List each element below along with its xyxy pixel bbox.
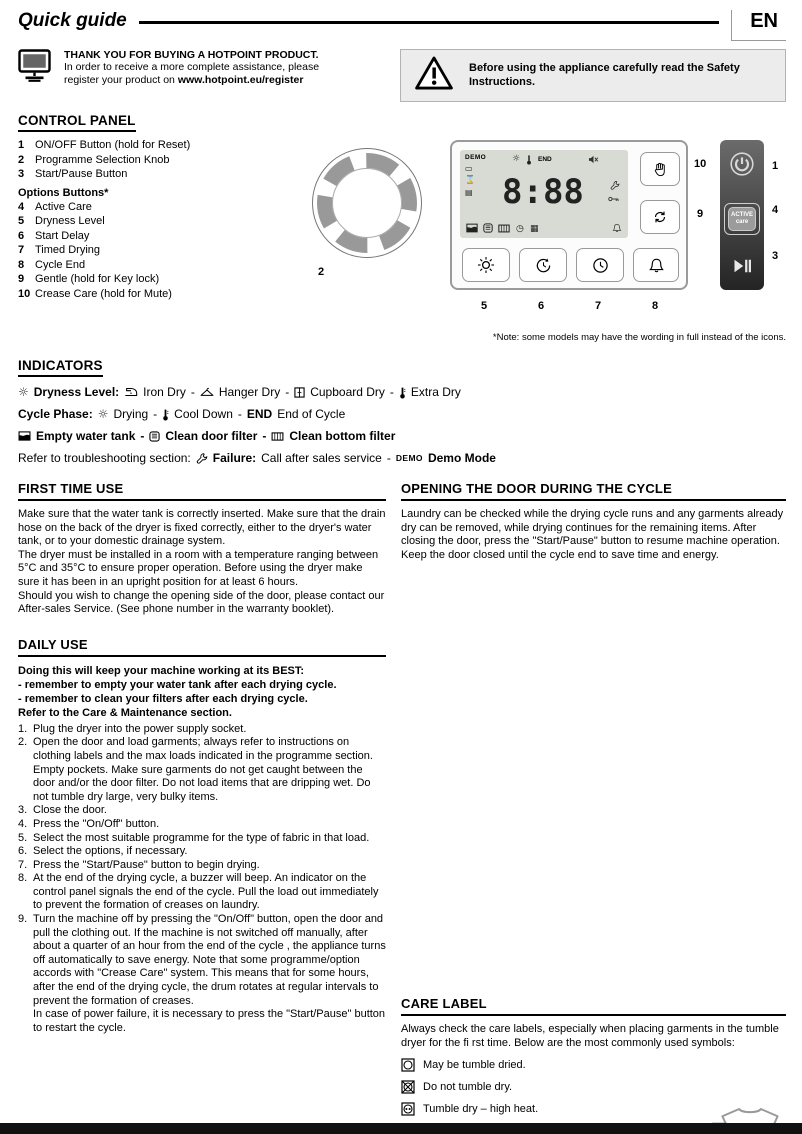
legend-num: 2: [18, 153, 25, 166]
separator: -: [262, 429, 267, 443]
legend-num: 5: [18, 215, 25, 227]
legend-item: [18, 243, 290, 258]
legend-num: 1: [18, 139, 25, 151]
end-label: END: [246, 407, 273, 421]
end-text: End of Cycle: [277, 407, 346, 421]
demo-label: DEMO: [395, 453, 423, 463]
care-label-section: [401, 996, 786, 1134]
empty-water-tank-icon: [18, 431, 31, 441]
grid-icon: ▦: [530, 224, 539, 234]
step-text: Press the "On/Off" button.: [33, 817, 160, 830]
legend-label: Cycle End: [35, 258, 86, 271]
separator: -: [237, 407, 242, 421]
cool-down-text: Cool Down: [174, 407, 233, 421]
failure-text: Call after sales service: [261, 451, 382, 465]
legend-item: [18, 167, 290, 182]
legend-num: 8: [18, 258, 25, 271]
button-number-4: 4: [772, 204, 779, 216]
separator: -: [386, 451, 391, 465]
door-segment-icon: ▭: [465, 164, 473, 173]
cool-down-thermometer-icon: [526, 154, 532, 165]
options-buttons-title: Options Buttons*: [18, 186, 109, 199]
legend-item: [18, 138, 290, 153]
legend-item: [18, 272, 290, 287]
hanger-dry-icon: [200, 387, 214, 397]
water-tank-icon: [466, 223, 478, 233]
hourglass-icon: ⌛: [465, 175, 475, 184]
daily-use-heading: DAILY USE: [18, 637, 386, 657]
demo-mode-text: Demo Mode: [427, 451, 496, 465]
indicators-heading: INDICATORS: [18, 358, 103, 377]
dryness-item: Cupboard Dry: [310, 385, 385, 399]
care-symbol-row: [401, 1058, 786, 1072]
daily-use-step: [18, 832, 386, 846]
safety-notice-box: [400, 49, 786, 102]
troubleshooting-prefix: Refer to troubleshooting section:: [18, 451, 191, 465]
rotate-arrows-icon: [652, 209, 668, 225]
dryness-level-button: [462, 248, 510, 282]
separator: -: [389, 385, 394, 399]
first-time-use-heading: FIRST TIME USE: [18, 481, 386, 501]
end-of-cycle-label: END: [538, 156, 552, 163]
step-text: Open the door and load garments; always refer to instructions on clothing labels and the max loads indicated in the programme section. Empty pockets. Make sure garments do not get caught between the door and/or the door filter. Do not load items that are dripping wet. Do not tumble dry large, very bulky items.: [33, 736, 373, 803]
separator: -: [285, 385, 290, 399]
tumble-dry-allowed-icon: [401, 1058, 415, 1072]
legend-item: [18, 200, 290, 215]
button-number-6: 6: [538, 300, 545, 312]
step-number: 3.: [18, 804, 28, 817]
first-time-use-section: [18, 481, 386, 617]
sun-icon: [477, 256, 495, 274]
control-panel-diagram: [290, 138, 786, 320]
legend-num: 3: [18, 168, 25, 180]
right-column: [401, 481, 786, 1116]
knob-number: 2: [318, 266, 325, 278]
daily-use-step: [18, 804, 386, 818]
timed-drying-button: [576, 248, 624, 282]
daily-use-step: [18, 859, 386, 873]
do-not-tumble-dry-icon: [401, 1080, 415, 1094]
legend-label: Dryness Level: [35, 215, 105, 227]
step-number: 2.: [18, 736, 28, 749]
thanks-body-text: In order to receive a more complete assistance, please register your product on: [64, 61, 320, 86]
left-column: [18, 481, 386, 1035]
failure-label: Failure:: [212, 451, 257, 465]
legend-label: Active Care: [35, 200, 92, 213]
drying-text: Drying: [113, 407, 149, 421]
daily-use-step: [18, 818, 386, 832]
legend-label: Start Delay: [35, 229, 90, 242]
body-columns: [18, 481, 786, 1116]
paragraph: The dryer must be installed in a room with a temperature ranging between 5°C and 35°C to ensure proper operation. Before using the dryer make sure it has been in an upright position for at least 6 hours.: [18, 548, 379, 588]
bell-icon: [648, 257, 665, 274]
tumble-dry-high-heat-icon: [401, 1102, 415, 1116]
legend-num: 4: [18, 200, 25, 213]
clean-bottom-filter-text: Clean bottom filter: [289, 429, 396, 443]
lines-segment-icon: ▤: [465, 188, 473, 197]
step-number: [18, 1008, 33, 1035]
daily-use-section: [18, 637, 386, 1036]
cupboard-dry-icon: [294, 387, 305, 398]
step-text: Select the options, if necessary.: [33, 845, 188, 858]
legend-item: [18, 287, 290, 302]
legend-label: Crease Care (hold for Mute): [35, 287, 172, 300]
dryness-level-label: Dryness Level:: [33, 385, 120, 399]
indicators-section: [18, 357, 786, 465]
care-label-body: [401, 1023, 786, 1134]
care-label-intro: Always check the care labels, especially when placing garments in the tumble dryer for the fi rst time. Below are the most commonly used symbols:: [401, 1023, 779, 1049]
button-number-10: 10: [694, 158, 707, 170]
care-symbol-text: May be tumble dried.: [423, 1059, 526, 1072]
care-symbol-row: [401, 1080, 786, 1094]
daily-use-step: [18, 845, 386, 859]
step-number: 9.: [18, 913, 28, 926]
computer-icon: [18, 49, 54, 102]
daily-use-step: [18, 736, 386, 804]
step-number: 6.: [18, 845, 28, 858]
active-care-button: [724, 203, 760, 235]
step-text: Turn the machine off by pressing the "On/Off" button, open the door and pull the clothing out. If the machine is not switched off manually, after about a quarter of an hour from the end of the cycle , the appliance turns off automatically to save energy. Note that some programme/option accords with "Crease Care" system. This means that for some hours, after the end of the drying cycle, the drum rotates at regular intervals to prevent the formation of creases.: [33, 913, 386, 1007]
safety-warning-text: Before using the appliance carefully read the Safety Instructions.: [469, 62, 740, 88]
register-block: [18, 49, 378, 102]
legend-item: [18, 153, 290, 168]
clock-icon: [592, 257, 609, 274]
mute-icon: [588, 155, 599, 164]
step-text: Press the "Start/Pause" button to begin drying.: [33, 858, 260, 871]
paragraph: Make sure that the water tank is correctly inserted. Make sure that the drain hose on the back of the dryer is fixed correctly, either to the dryer's water tank, or to your domestic drainage system.: [18, 508, 386, 548]
legend-label: Gentle (hold for Key lock): [35, 273, 160, 285]
step-text: Plug the dryer into the power supply socket.: [33, 722, 247, 735]
page-header: [18, 10, 786, 41]
demo-mode-label: DEMO: [465, 154, 487, 161]
language-badge: EN: [731, 10, 786, 41]
lcd-display: [460, 150, 628, 238]
time-display: 8:88: [502, 172, 584, 212]
step-number: 7.: [18, 858, 28, 871]
button-number-7: 7: [595, 300, 602, 312]
legend-num: 9: [18, 273, 25, 285]
legend-label: Timed Drying: [35, 244, 100, 256]
legend-label: Start/Pause Button: [35, 168, 128, 180]
dryness-item: Hanger Dry: [218, 385, 281, 399]
step-text: Close the door.: [33, 804, 107, 817]
programme-selection-knob: [312, 148, 422, 258]
paragraph: Should you wish to change the opening side of the door, please contact our After-sales Service. (See phone number in the warranty booklet).: [18, 589, 385, 616]
extra-dry-icon: [399, 386, 406, 399]
thanks-title: THANK YOU FOR BUYING A HOTPOINT PRODUCT.: [64, 49, 319, 61]
separator: -: [153, 407, 158, 421]
failure-wrench-icon: [610, 180, 620, 190]
button-number-5: 5: [481, 300, 488, 312]
iron-dry-icon: [124, 387, 138, 397]
legend-label: ON/OFF Button (hold for Reset): [35, 139, 191, 151]
dryness-sun-icon: ☼: [18, 385, 29, 399]
daily-use-best-item: - remember to empty your water tank after each drying cycle.: [18, 678, 337, 691]
door-filter-icon: [483, 223, 493, 233]
clean-bottom-filter-icon: [271, 432, 284, 441]
daily-use-best-title: Doing this will keep your machine working at its BEST:: [18, 664, 305, 677]
button-number-8: 8: [652, 300, 659, 312]
daily-use-step: [18, 723, 386, 737]
header-rule: [139, 21, 719, 24]
legend-num: 10: [18, 287, 31, 300]
step-number: 1.: [18, 722, 28, 735]
knob-ring: [317, 153, 417, 253]
legend-label: Programme Selection Knob: [35, 153, 170, 166]
daily-use-footer: [18, 1008, 386, 1035]
step-text: At the end of the drying cycle, a buzzer will beep. An indicator on the control panel signals the end of the cycle. Pull the load out immediately to prevent the formation of creases on laundry.: [33, 872, 379, 912]
gentle-button: [640, 152, 680, 186]
care-label-heading: CARE LABEL: [401, 996, 786, 1016]
drying-sun-icon: ☼: [512, 154, 521, 164]
opening-door-section: [401, 481, 786, 562]
knob-core: [332, 168, 402, 238]
troubleshooting-row: [18, 451, 786, 465]
control-panel-heading: CONTROL PANEL: [18, 113, 136, 132]
delay-clock-arrow-icon: [535, 257, 552, 274]
register-text: [64, 49, 354, 102]
button-number-3: 3: [772, 250, 779, 262]
daily-use-step: [18, 913, 386, 1008]
step-text: In case of power failure, it is necessary to press the "Start/Pause" button to restart the cycle.: [33, 1008, 386, 1034]
warning-triangle-icon: [415, 56, 453, 95]
dryness-indicators-row: [18, 385, 786, 399]
register-url-link[interactable]: www.hotpoint.eu/register: [177, 74, 304, 86]
legend-num: 6: [18, 229, 25, 242]
active-care-line2: care: [735, 219, 749, 225]
bottom-filter-icon: [498, 224, 510, 233]
display-panel-frame: [450, 140, 688, 290]
clean-door-filter-icon: [149, 431, 160, 442]
daily-use-step: [18, 872, 386, 913]
step-number: 8.: [18, 872, 28, 885]
cycle-phase-row: [18, 407, 786, 421]
control-panel-legend: [18, 138, 290, 320]
crease-care-button: [640, 200, 680, 234]
gentle-hand-icon: [652, 161, 669, 178]
cool-down-icon: [162, 408, 169, 421]
clean-door-filter-text: Clean door filter: [165, 429, 258, 443]
opening-door-heading: OPENING THE DOOR DURING THE CYCLE: [401, 481, 786, 501]
legend-item: [18, 229, 290, 244]
power-button: [730, 152, 754, 181]
step-number: 5.: [18, 831, 28, 844]
maintenance-row: [18, 429, 786, 443]
page-title: Quick guide: [18, 10, 127, 31]
drying-icon: ☼: [97, 407, 109, 421]
timer-clock-icon: ◷: [516, 224, 524, 234]
step-text: Select the most suitable programme for the type of fabric in that load.: [33, 831, 370, 844]
dryness-item: Extra Dry: [410, 385, 461, 399]
cycle-phase-label: Cycle Phase:: [18, 407, 93, 421]
start-pause-button: [732, 257, 752, 280]
daily-use-best-item: - remember to clean your filters after each drying cycle.: [18, 692, 308, 705]
intro-row: [18, 49, 786, 102]
paragraph: Keep the door closed until the cycle end to save time and energy.: [401, 548, 719, 561]
separator: -: [190, 385, 195, 399]
active-care-line1: ACTIVE: [730, 212, 753, 219]
start-delay-button: [519, 248, 567, 282]
separator: -: [140, 429, 145, 443]
care-symbol-text: Tumble dry – high heat.: [423, 1103, 539, 1116]
legend-item: [18, 214, 290, 229]
cycle-end-button: [633, 248, 679, 282]
empty-water-tank-text: Empty water tank: [36, 429, 136, 443]
legend-num: 7: [18, 244, 25, 256]
failure-icon: [196, 452, 208, 464]
control-panel-body: [18, 138, 786, 320]
daily-use-refer: Refer to the Care & Maintenance section.: [18, 706, 232, 719]
legend-item: [18, 258, 290, 273]
key-lock-icon: [608, 196, 619, 202]
control-panel-section: [18, 112, 786, 343]
button-number-9: 9: [697, 208, 704, 220]
lcd-bell-icon: [612, 223, 622, 233]
dryness-item: Iron Dry: [143, 385, 186, 399]
paragraph: Laundry can be checked while the drying cycle runs and any garments already dry can be removed, while drying continues for the remaining items. After closing the door, press the "Start/Pause" button to resume machine operation.: [401, 508, 784, 548]
step-number: 4.: [18, 817, 28, 830]
power-panel: [720, 140, 764, 290]
care-symbol-text: Do not tumble dry.: [423, 1081, 513, 1094]
footer-bar: [0, 1123, 802, 1134]
thanks-body: [64, 61, 354, 87]
icons-note: *Note: some models may have the wording in full instead of the icons.: [492, 332, 786, 343]
button-number-1: 1: [772, 160, 779, 172]
